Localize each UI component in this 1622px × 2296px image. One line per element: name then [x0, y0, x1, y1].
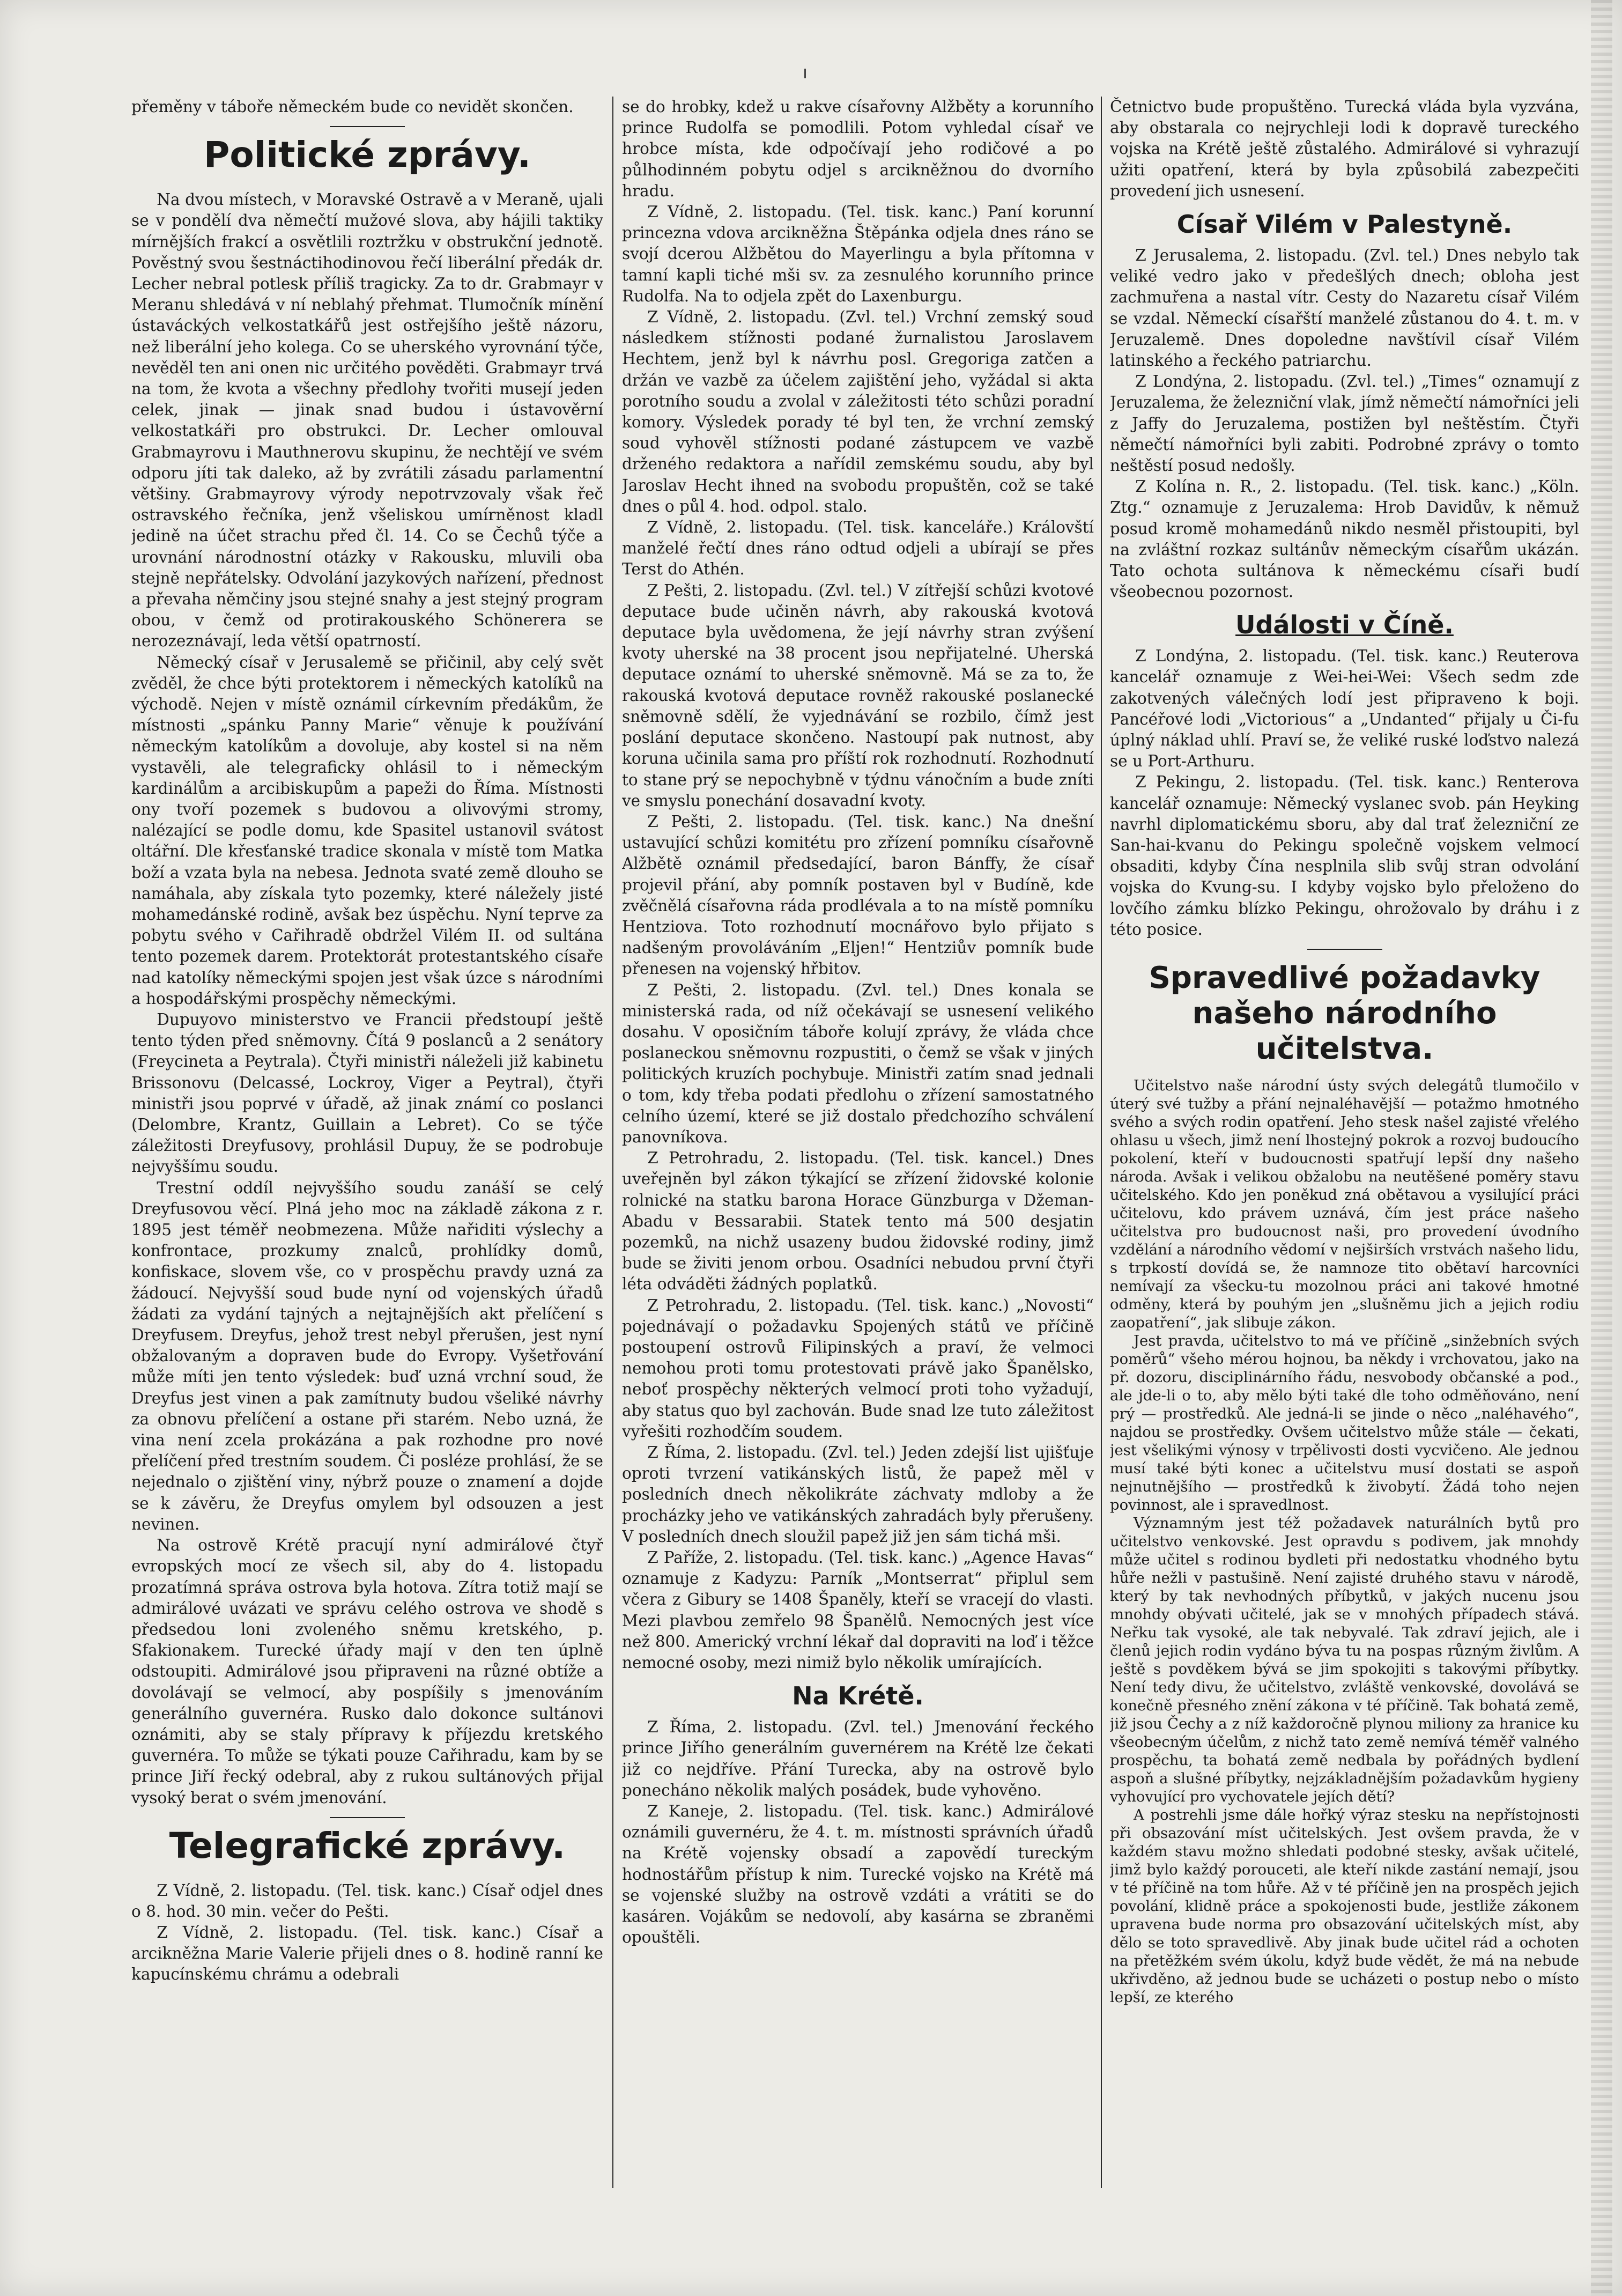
- article-paragraph: Z Petrohradu, 2. listopadu. (Tel. tisk. kanc.) „Novosti“ pojednávají o požadavku Spojených států ve příčině postoupení ostrovů Filipinských a praví, že velmoci nemohou proti tomu protestovati právě jako Španělsko, neboť prospěchy některých velmocí proti toho vyžadují, aby status quo byl zachován. Bude snad lze tuto záležitost vyřešiti rozhodčím soudem.: [622, 1296, 1094, 1441]
- column-2: [622, 97, 1094, 2199]
- article-paragraph: Z Pešti, 2. listopadu. (Tel. tisk. kanc.) Na dnešní ustavující schůzi komitétu pro zřízení pomníku císařovně Alžbětě oznámil předsedající, baron Bánffy, že císař projevil přání, aby pomník postaven byl v Budíně, kde zvěčnělá císařovna ráda prodlévala a to na místě pomníku Hentziova. Toto rozhodnutí mocnářovo bylo přijato s nadšeným provoláváním „Eljen!“ Hentziův pomník bude přenesen na vojenský hřbitov.: [622, 812, 1094, 978]
- article-paragraph: Z Vídně, 2. listopadu. (Tel. tisk. kanc.) Paní korunní princezna vdova arcikněžna Štěpánka odjela dnes ráno se svojí dcerou Alžbětou do Mayerlingu a byla přítomna v tamní kapli tiché mši sv. za zesnulého korunního prince Rudolfa. Na to odjela zpět do Laxenburgu.: [622, 203, 1094, 305]
- heading-udalosti-v-cine: Události v Číně.: [1235, 610, 1454, 640]
- article-paragraph: Na ostrově Krétě pracují nyní admirálové čtyř evropských mocí ze všech sil, aby do 4. listopadu prozatímná správa ostrova byla hotova. Zítra totiž mají se admirálové uvázati ve správu celého ostrova ve shodě s předsedou loni zvoleného sněmu kretského, p. Sfakionakem. Turecké úřady mají v den ten úplně odstoupiti. Admirálové jsou připraveni na různé obtíže a dovolávají se velmocí, aby pospíšily s jmenováním generálního guvernéra. Rusko dalo dokonce sultánovi oznámiti, aby se staly přípravy k příjezdu kretského guvernéra. To může se týkati pouze Cařihradu, kam by se prince Jiří řecký odebral, aby z rukou sultánových přijal vysoký berat o svém jmenování.: [131, 1536, 603, 1807]
- article-paragraph: Z Vídně, 2. listopadu. (Tel. tisk. kanc.) Císař odjel dnes o 8. hod. 30 min. večer do Pešti.: [131, 1881, 603, 1921]
- article-paragraph: Z Vídně, 2. listopadu. (Zvl. tel.) Vrchní zemský soud následkem stížnosti podané žurnalistou Jaroslavem Hechtem, jenž byl k návrhu posl. Gregoriga zatčen a držán ve vazbě za účelem zajištění jeho, vyžádal si akta porotního soudu a zvolal v záležitosti této schůzi poradní komory. Výsledek porady té byl ten, že vrchní zemský soud vyhověl stížnosti podané zástupcem ve vazbě drženého redaktora a nařídil zemskému soudu, aby byl Jaroslav Hecht ihned na svobodu propuštěn, což se také dnes o půl 4. hod. odpol. stalo.: [622, 308, 1094, 515]
- article-paragraph: Z Pešti, 2. listopadu. (Zvl. tel.) Dnes konala se ministerská rada, od níž očekávají se usnesení velikého dosahu. V oposičním táboře kolují zprávy, že vláda chce poslaneckou sněmovnu rozpustiti, o čemž se však v jiných politických kruzích pochybuje. Ministři zatím snad jednali o tom, kdy třeba podati předlohu o zřízení samostatného celního území, které se již dostalo předchozího schválení panovníkova.: [622, 980, 1094, 1146]
- article-paragraph: Z Paříže, 2. listopadu. (Tel. tisk. kanc.) „Agence Havas“ oznamuje z Kadyzu: Parník „Montserrat“ připlul sem včera z Gibury se 1408 Španěly, kteří se vracejí do vlasti. Mezi plavbou zemřelo 98 Španělů. Nemocných jest více než 800. Americký vrchní lékař dal dopraviti na loď i těžce nemocné osoby, mezi nimiž bylo několik umírajících.: [622, 1548, 1094, 1672]
- article-paragraph: Z Vídně, 2. listopadu. (Tel. tisk. kanceláře.) Královští manželé řečtí dnes ráno odtud odjeli a ubírají se přes Terst do Athén.: [622, 518, 1094, 579]
- column-divider-2: [1101, 97, 1102, 2188]
- heading-politicke-zpravy: Politické zprávy.: [204, 134, 531, 176]
- article-paragraph: Trestní oddíl nejvyššího soudu zanáší se celý Dreyfusovou věcí. Plná jeho moc na základě zákona z r. 1895 jest téměř neobmezena. Může nařiditi výslechy a konfrontace, prozkumy znalců, prohlídky domů, konfiskace, slovem vše, co v prospěchu pravdy uzná za žádoucí. Nejvyšší soud bude nyní od vojenských úřadů žádati za vydání tajných a nejtajnějších akt přelíčení s Dreyfusem. Dreyfus, jehož trest nebyl přerušen, jest nyní obžalovaným a dopraven bude do Evropy. Vyšetřování může míti jen tento výsledek: buď uzná vrchní soud, že Dreyfus jest vinen a pak zamítnuty budou všeliké návrhy za obnovu přelíčení a ostane při starém. Nebo uzná, že vina není zcela prokázána a pak rozhodne pro nové přelíčení před trestním soudem. Či posléze prohlásí, že se nejednalo o zjištění viny, nýbrž pouze o znamení a dojde se k závěru, že Dreyfus omylem byl odsouzen a jest nevinen.: [131, 1178, 603, 1533]
- article-paragraph: Z Londýna, 2. listopadu. (Tel. tisk. kanc.) Reuterova kancelář oznamuje z Wei-hei-Wei: Všech sedm zde zakotvených válečných lodí jest připraveno k boji. Pancéřové lodi „Victorious“ a „Undanted“ přijaly u Či-fu úplný náklad uhlí. Praví se, že veliké ruské loďstvo nalezá se u Port-Arthuru.: [1110, 647, 1579, 771]
- article-paragraph: Na dvou místech, v Moravské Ostravě a v Meraně, ujali se v pondělí dva němečtí mužové slova, aby hájili taktiky mírnějších frakcí a osvětlili roztržku v obstrukční jednotě. Pověstný svou šestnáctihodinovou řečí liberální předák dr. Lecher nebral potlesk příliš tragicky. Za to dr. Grabmayr v Meranu shledává v ní neblahý přehmat. Tlumočník mínění ústaváckých velkostatkářů jest ostřejšího ještě názoru, než liberální jeho kolega. Co se uherského vyrovnání týče, nevěděl ten ani onen nic určitého pověděti. Grabmayr trvá na tom, že kvota a všechny předlohy tvořiti musejí jeden celek, jinak — jinak snad budou i ústavověrní velkostatkáři pro obstrukci. Dr. Lecher omlouval Grabmayrovu i Mauthnerovu skupinu, že nechtějí ve svém odporu jíti tak daleko, až by zvrátili zásadu parlamentní většiny. Grabmayrovy výrody nepotrvzovaly však řeč ostravského řečníka, jenž všeliskou umírněnost kladl jedině na účet strachu před čl. 14. Co se Čechů týče a urovnání národnostní otázky v Rakousku, mluvili oba stejně nepřátelsky. Odvolání jazykových nařízení, přednost a převaha němčiny jsou stejné snahy a jest stejný program obou, v čemž od protirakouského Schönerera se nerozeznávají, leda větší opatrností.: [131, 190, 603, 651]
- column-divider-1: [612, 97, 613, 2188]
- article-paragraph: Jest pravda, učitelstvo to má ve příčině „sinžebních svých poměrů“ všeho mérou hojnou, ba někdy i vrchovatou, jako na př. dozoru, disciplinárního řádu, nesvobody občanské a pod., ale jde-li o to, aby mělo býti také dle toho odměňováno, není prý — prostředků. Ale jedná-li se jinde o něco „naléhavého“, najdou se prostředky. Ovšem učitelstvo může stále — čekati, jest všelikými výnosy v trpělivosti dosti vycvičeno. Ale jednou musí také býti konec a učitelstvu musí dostati se aspoň nejnutnějšího — prostředků k živobytí. Žádá toho nejen povinnost, ale i spravedlnost.: [1110, 1332, 1579, 1514]
- article-paragraph: Z Londýna, 2. listopadu. (Zvl. tel.) „Times“ oznamují z Jeruzalema, že železniční vlak, jímž němečtí námořníci jeli z Jaffy do Jeruzalema, postižen byl neštěstím. Čtyři němečtí námořníci byli zabiti. Podrobné zprávy o tomto neštěstí posud nedošly.: [1110, 372, 1579, 475]
- article-paragraph: Dupuyovo ministerstvo ve Francii předstoupí ještě tento týden před sněmovny. Čítá 9 poslanců a 2 senátory (Freycineta a Peytrala). Čtyři ministři náleželi již kabinetu Brissonovu (Delcassé, Lockroy, Viger a Peytral), čtyři ministři jsou poprvé v úřadě, až jinak známí co poslanci (Delombre, Krantz, Guillain a Lebret). Co se týče záležitosti Dreyfusovy, prohlásil Dupuy, že se podrobuje nejvyššímu soudu.: [131, 1010, 603, 1176]
- article-paragraph: Významným jest též požadavek naturálních bytů pro učitelstvo venkovské. Jest opravdu s podivem, jak mnohdy může učitel s rodinou bydleti při nedostatku vhodného bytu hůře nežli v pastušině. Není zajisté druhého stavu v národě, který by tak nevhodných příbytků, v jakých nucenu jsou mnohdy obývati učitelé, jak se v mnohých případech stává. Neřku tak vysoké, ale tak nebyvalé. Tak zdraví jejich, ale i členů jejich rodin vydáno býva tu na pospas různým živlům. A ještě s povděkem bývá se jim spokojiti s takovými příbytky. Není tedy divu, že učitelstvo, zvláště venkovské, dovolává se konečně přesného znění zákona v té příčině. Tak bohatá země, již jsou Čechy a z níž každoročně plynou miliony za hranice ku všeobecným účelům, z nichž tato země nemívá téměř valného prospěchu, ta bohatá země nedbala by pořádných bydlení aspoň a slušné příbytky, nejzákladnějším požadavkům hygieny vyhovující pro vychovatele jejích dětí?: [1110, 1515, 1579, 1806]
- page-binding-edge: [1591, 0, 1612, 2296]
- article-paragraph: se do hrobky, kdež u rakve císařovny Alžběty a korunního prince Rudolfa se pomodlili. Potom vyhledal císař ve hrobce místa, kde odpočívají jeho rodičové a po půlhodinném pobytu odjel s arcikněžnou do dvorního hradu.: [622, 98, 1094, 200]
- article-paragraph: Z Kaneje, 2. listopadu. (Tel. tisk. kanc.) Admirálové oznámili guvernéru, že 4. t. m. místnosti správních úřadů na Krétě vojensky obsadí a zapovědí tureckým hodnostářům přístup k nim. Turecké vojsko na Krétě má se vojenské služby na ostrově vzdáti a vrátiti se do kasáren. Vojákům se nedovolí, aby kasárna se zbraněmi opouštěli.: [622, 1802, 1094, 1947]
- heading-telegraficke-zpravy: Telegrafické zprávy.: [169, 1825, 566, 1866]
- column-1: [131, 97, 603, 2199]
- article-paragraph: Z Pešti, 2. listopadu. (Zvl. tel.) V zítřejší schůzi kvotové deputace bude učiněn návrh, aby rakouská kvotová deputace byla uvědomena, že její návrhy stran zvýšení kvoty uherské na 38 procent jsou nepřijatelné. Uherská deputace oznámí to uherské sněmovně. Má se za to, že rakouská kvotová deputace rovněž rakouské poslanecké sněmovně sdělí, že vyjednávání se rozbilo, čímž jest poslání deputace skončeno. Nastoupí pak nutnost, aby koruna učinila sama pro příští rok rozhodnutí. Rozhodnutí to stane prý se nepochybně v týdnu vánočním a bude zníti ve smyslu ponechání dosavadní kvoty.: [622, 581, 1094, 810]
- heading-cisar-vilem: Císař Vilém v Palestyně.: [1176, 210, 1513, 239]
- article-paragraph: Z Říma, 2. listopadu. (Zvl. tel.) Jmenování řeckého prince Jiřího generálním guvernérem na Krétě lze čekati již co nejdříve. Přání Turecka, aby na ostrově bylo ponecháno několik malých posádek, bude vyhověno.: [622, 1718, 1094, 1799]
- print-mark: [804, 69, 806, 78]
- article-paragraph: Z Vídně, 2. listopadu. (Tel. tisk. kanc.) Císař a arcikněžna Marie Valerie přijeli dnes o 8. hodině ranní ke kapucínskému chrámu a odebrali: [131, 1923, 603, 1984]
- separator: [330, 1817, 405, 1818]
- article-paragraph: Z Říma, 2. listopadu. (Zvl. tel.) Jeden zdejší list ujišťuje oproti tvrzení vatikánských listů, že papež měl v posledních dnech několikráte záchvaty mdloby a že procházky jeho ve vatikánských zahradách byly přerušeny. V posledních dnech sloužil papež již jen sám tichá mši.: [622, 1443, 1094, 1546]
- article-paragraph: Německý císař v Jerusalemě se přičinil, aby celý svět zvěděl, že chce býti protektorem i německých katolíků na východě. Nejen v místě oznámil církevním předákům, že místnosti „spánku Panny Marie“ věnuje k používání německým katolíkům a dovoluje, aby kostel si na něm vystavěli, ale telegraficky ohlásil to i německým kardinálům a arcibiskupům a papeži do Říma. Místnosti ony tvoří pozemek s budovou a olivovými stromy, nalézající se podle domu, kde Spasitel ustanovil svátost oltářní. Dle křesťanské tradice skonala v místě tom Matka boží a vzata byla na nebesa. Jednota svaté země dlouho se namáhala, aby získala tyto pozemky, které náležely jisté mohamedánské rodině, avšak bez úspěchu. Nyní teprve za pobytu svého v Cařihradě obdržel Vilém II. od sultána tento pozemek darem. Protektorát protestantského císaře nad katolíky německými spojen jest však úzce s národními a hospodářskými prospěchy německými.: [131, 653, 603, 1008]
- separator: [1307, 949, 1382, 950]
- article-paragraph: Z Kolína n. R., 2. listopadu. (Tel. tisk. kanc.) „Köln. Ztg.“ oznamuje z Jeruzalema: Hrob Davidův, k němuž posud kromě mohamedánů nikdo nesměl přistoupiti, byl na zvláštní rozkaz sultánův německým císařům ukázán. Tato ochota sultánova k německému císaři budí všeobecnou pozornost.: [1110, 477, 1579, 601]
- article-paragraph: Z Jerusalema, 2. listopadu. (Zvl. tel.) Dnes nebylo tak veliké vedro jako v předešlých dnech; obloha jest zachmuřena a nastal vítr. Cesty do Nazaretu císař Vilém se vzdal. Německí císařští manželé zůstanou do 4. t. m. v Jeruzalemě. Dnes dopoledne navštívil císař Vilém latinského a řeckého patriarchu.: [1110, 246, 1579, 370]
- article-paragraph: Z Pekingu, 2. listopadu. (Tel. tisk. kanc.) Renterova kancelář oznamuje: Německý vyslanec svob. pán Heyking navrhl diplomatickému sboru, aby dal trať železniční ze San-hai-kvanu do Pekingu společně vojskem velmocí obsaditi, kdyby Čína nesplnila slib svůj stran odvolání vojska do Kvung-su. I kdyby vojsko bylo přeloženo do lovčího zámku blízko Pekingu, ohrožovalo by dráhu i z této posice.: [1110, 773, 1579, 939]
- column-3: [1110, 97, 1579, 2199]
- article-paragraph: Učitelstvo naše národní ústy svých delegátů tlumočilo v úterý své tužby a přání nejnaléhavější — potažmo hmotného svého a svých rodin opatření. Jeho stesk našel zajisté vřelého ohlasu u všech, jimž není lhostejný pokrok a rozvoj budoucího pokolení, kteří v budoucnosti spatřují lepší dny našeho národa. Avšak i velikou obžalobu na neutěšené poměry stavu učitelského. Kdo jen poněkud zná obětavou a vysilující práci učitelovu, kdo právem uznává, čím jest práce našeho učitelstva pro budoucnost naši, pro provedení úvodního vzdělání a národního vědomí v nejširších vrstvách našeho lidu, s trpkostí dovídá se, že namnoze tito obětaví harcovníci nemívají za všecku-tu mozolnou práci ani takové hmotné odměny, která by pouhým jen „slušněmu jich a jejich rodiu zaopatření“, jak slibuje zákon.: [1110, 1077, 1579, 1332]
- article-paragraph: A postrehli jsme dále hořký výraz stesku na nepřístojnosti při obsazování míst učitelských. Jest ovšem pravda, že v každém stavu možno shledati podobné stesky, avšak učitelé, jimž bylo každý porouceti, ale kteří nikde zastání nemají, jsou v té příčině na tom hůře. Až v té příčině jen na prospěch jejich povolání, klidně práce a spokojenosti bude, jestliže zákonem upravena bude norma pro obsazování učitelských míst, aby dělo se toto spravedlivě. Aby jinak bude učitel rád a ochoten na přetěžkém svém úkolu, když bude vědět, že má na nebude ukřivděno, až jednou bude se ucházeti o postup nebo o místo lepší, ze kterého: [1110, 1806, 1579, 2006]
- separator: [330, 126, 405, 127]
- article-body-small: [1110, 1076, 1579, 2006]
- heading-na-krete: Na Krétě.: [792, 1681, 924, 1711]
- article-paragraph: Z Petrohradu, 2. listopadu. (Tel. tisk. kancel.) Dnes uveřejněn byl zákon týkající se zřízení židovské kolonie rolnické na statku barona Horace Günzburga v Džeman-Abadu v Bessarabii. Statek tento má 500 desjatin pozemků, na nichž usazeny budou židovské rodiny, jimž bude se živiti jenom orbou. Osadníci nebudou první čtyři léta odváděti žádných poplatků.: [622, 1149, 1094, 1294]
- intro-paragraph: přeměny v táboře německém bude co nevidět skončen.: [131, 98, 574, 116]
- heading-spravedlive-pozadavky: Spravedlivé požadavky našeho národního učitelstva.: [1149, 961, 1540, 1067]
- article-paragraph: Četnictvo bude propuštěno. Turecká vláda byla vyzvána, aby obstarala co nejrychleji lodi k dopravě tureckého vojska na Krétě ještě zůstalého. Admirálové si vyhrazují užiti opatření, která by byla způsobilá zabezpečiti provedení jich usnesení.: [1110, 98, 1579, 200]
